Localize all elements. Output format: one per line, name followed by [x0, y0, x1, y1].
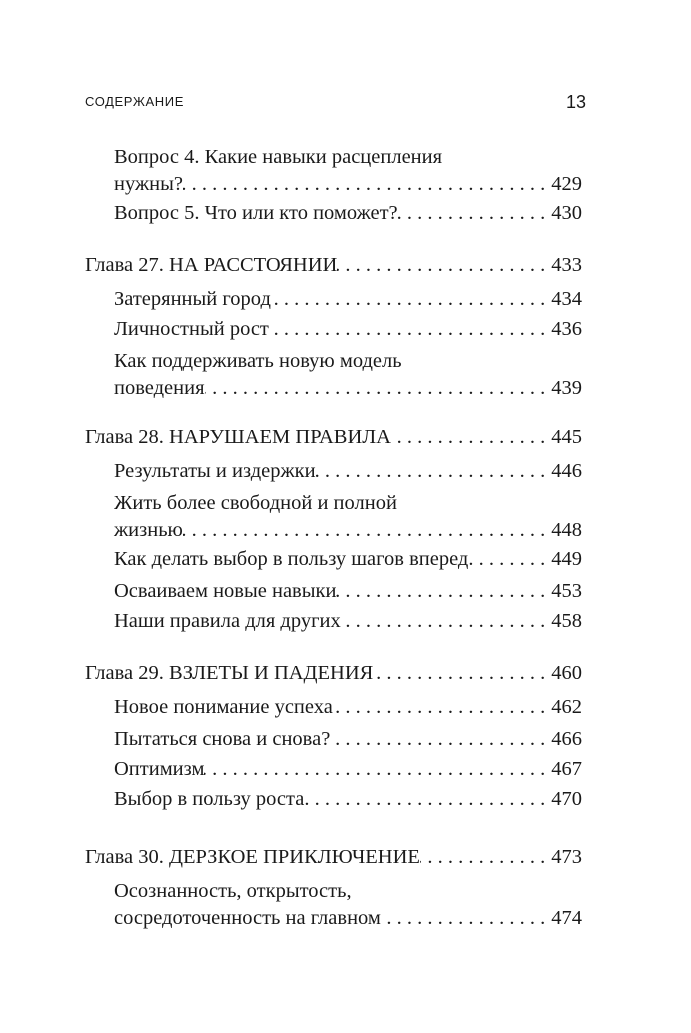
dot-leader — [269, 316, 551, 343]
toc-page-number: 448 — [551, 519, 582, 541]
toc-entry[interactable] — [114, 756, 582, 783]
toc-entry-label: Осваиваем новые навыки — [114, 580, 337, 602]
toc-chapter-label: Глава 28. НАРУШАЕМ ПРАВИЛА — [85, 426, 391, 448]
dot-leader — [336, 578, 551, 605]
toc-page-number: 446 — [551, 460, 582, 482]
dot-leader — [304, 786, 551, 813]
dot-leader — [341, 608, 552, 635]
toc-page-number: 436 — [551, 318, 582, 340]
toc-entry-label: Жить более свободной и полной — [114, 492, 397, 514]
toc-page-number: 467 — [551, 758, 582, 780]
toc-page-number: 434 — [551, 288, 582, 310]
toc-entry-label: жизнью — [114, 519, 183, 541]
toc-entry-label: Пытаться снова и снова? — [114, 728, 331, 750]
toc-entry-label: Затерянный город — [114, 288, 271, 310]
toc-entry[interactable] — [114, 694, 582, 721]
dot-leader — [468, 546, 551, 573]
toc-entry[interactable] — [114, 726, 582, 753]
toc-chapter-label: Глава 30. ДЕРЗКОЕ ПРИКЛЮЧЕНИЕ — [85, 846, 420, 868]
toc-chapter-entry[interactable] — [85, 844, 582, 871]
toc-chapter-label: Глава 29. ВЗЛЕТЫ И ПАДЕНИЯ — [85, 662, 374, 684]
running-header-title: СОДЕРЖАНИЕ — [85, 94, 185, 109]
dot-leader — [391, 424, 551, 451]
toc-page-number: 445 — [551, 426, 582, 448]
dot-leader — [373, 660, 551, 687]
toc-entry-label: Осознанность, открытость, — [114, 880, 352, 902]
toc-chapter-entry[interactable] — [85, 424, 582, 451]
toc-entry-label: Оптимизм — [114, 758, 205, 780]
toc-chapter-label: Глава 27. НА РАССТОЯНИИ — [85, 254, 338, 276]
page-number: 13 — [565, 92, 586, 112]
toc-entry[interactable] — [114, 316, 582, 343]
toc-page-number: 433 — [551, 254, 582, 276]
toc-page-number: 430 — [551, 202, 582, 224]
toc-page-number: 453 — [551, 580, 582, 602]
toc-entry[interactable] — [114, 458, 582, 485]
toc-entry-label: поведения — [114, 377, 205, 399]
toc-chapter-entry[interactable] — [85, 252, 582, 279]
dot-leader — [381, 905, 551, 932]
dot-leader — [316, 458, 552, 485]
toc-page-number: 470 — [551, 788, 582, 810]
dot-leader — [205, 375, 552, 402]
toc-entry[interactable] — [114, 608, 582, 635]
toc-entry-label: Как делать выбор в пользу шагов вперед — [114, 548, 469, 570]
toc-entry[interactable] — [114, 878, 582, 932]
toc-entry[interactable] — [114, 546, 582, 573]
dot-leader — [420, 844, 551, 871]
toc-page-number: 466 — [551, 728, 582, 750]
toc-entry[interactable] — [114, 286, 582, 313]
toc-page-number: 458 — [551, 610, 582, 632]
toc-entry-label: нужны? — [114, 173, 183, 195]
toc-page-number: 439 — [551, 377, 582, 399]
toc-entry[interactable] — [114, 200, 582, 227]
toc-page-number: 474 — [551, 907, 582, 929]
toc-entry-label: Вопрос 4. Какие навыки расцепления — [114, 146, 443, 168]
toc-entry[interactable] — [114, 144, 582, 198]
toc-entry-label: Личностный рост — [114, 318, 269, 340]
toc-page-number: 429 — [551, 173, 582, 195]
toc-entry[interactable] — [114, 578, 582, 605]
toc-page-number: 473 — [551, 846, 582, 868]
toc-entry[interactable] — [114, 490, 582, 544]
dot-leader — [398, 200, 552, 227]
dot-leader — [183, 171, 551, 198]
toc-entry-label: Наши правила для других — [114, 610, 341, 632]
dot-leader — [204, 756, 551, 783]
toc-page-number: 462 — [551, 696, 582, 718]
toc-page-number: 449 — [551, 548, 582, 570]
toc-entry-label: сосредоточенность на главном — [114, 907, 381, 929]
dot-leader — [337, 252, 551, 279]
toc-entry-label: Результаты и издержки — [114, 460, 316, 482]
toc-entry-label: Как поддерживать новую модель — [114, 350, 402, 372]
toc-chapter-entry[interactable] — [85, 660, 582, 687]
toc-entry-label: Новое понимание успеха — [114, 696, 333, 718]
toc-entry[interactable] — [114, 348, 582, 402]
dot-leader — [333, 694, 551, 721]
dot-leader — [271, 286, 551, 313]
toc-entry[interactable] — [114, 786, 582, 813]
dot-leader — [183, 517, 551, 544]
toc-entry-label: Выбор в пользу роста — [114, 788, 305, 810]
dot-leader — [330, 726, 551, 753]
toc-entry-label: Вопрос 5. Что или кто поможет? — [114, 202, 398, 224]
toc-page-number: 460 — [551, 662, 582, 684]
